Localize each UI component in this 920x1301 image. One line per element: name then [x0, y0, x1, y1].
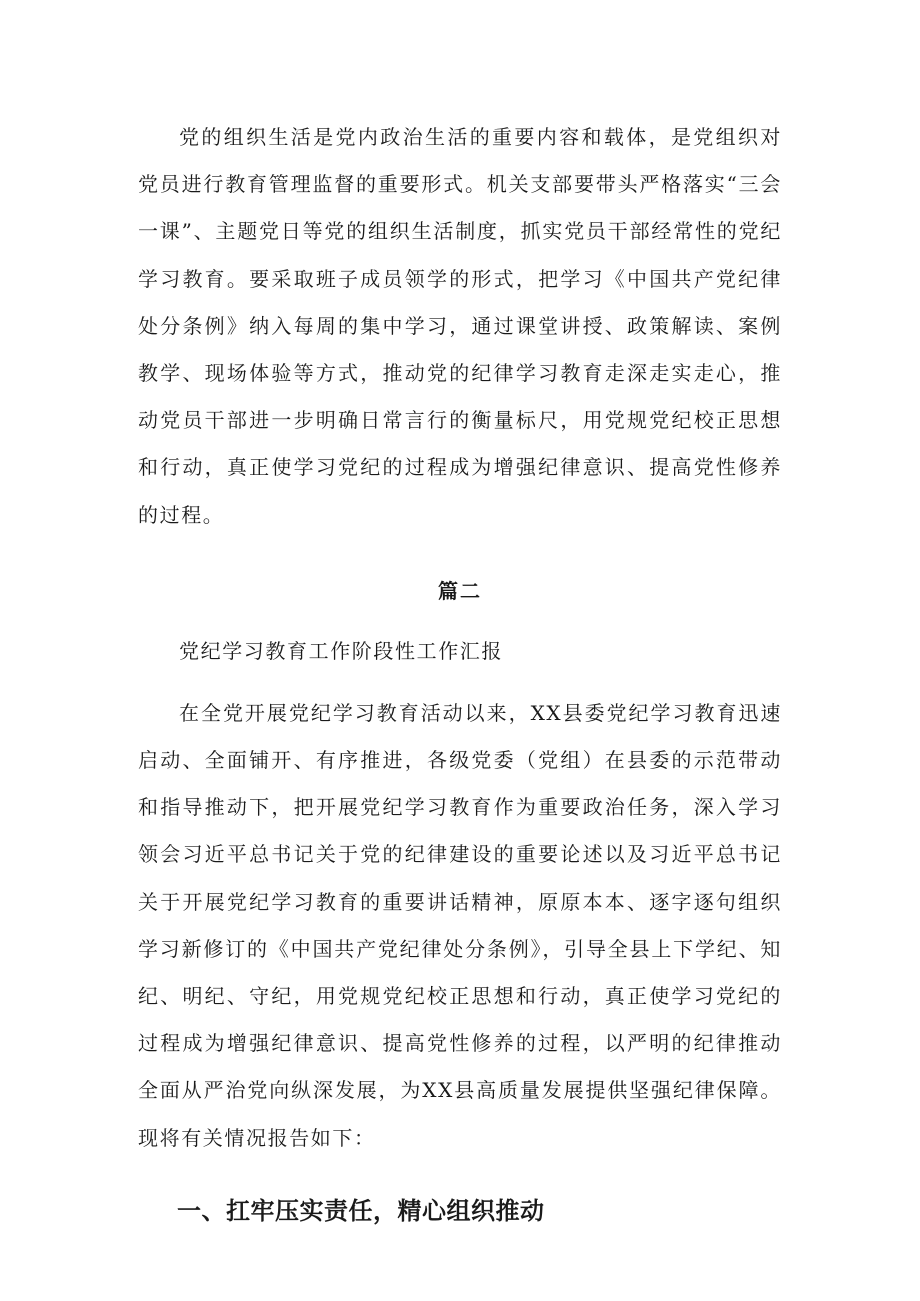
heading-level-1: 一、扛牢压实责任，精心组织推动	[177, 1196, 545, 1225]
body-paragraph-1: 党的组织生活是党内政治生活的重要内容和载体，是党组织对党员进行教育管理监督的重要形式。机关支部要带头严格落实“三会一课”、主题党日等党的组织生活制度，抓实党员干部经常性的党纪学习教育。要采取班子成员领学的形式，把学习《中国共产党纪律处分条例》纳入每周的集中学习，通过课堂讲授、政策解读、案例教学、现场体验等方式，推动党的纪律学习教育走深走实走心，推动党员干部进一步明确日常言行的衡量标尺，用党规党纪校正思想和行动，真正使学习党纪的过程成为增强纪律意识、提高党性修养的过程。	[138, 125, 782, 527]
section-title: 篇二	[438, 578, 482, 603]
body-paragraph-2: 在全党开展党纪学习教育活动以来，XX县委党纪学习教育迅速启动、全面铺开、有序推进，各级党委（党组）在县委的示范带动和指导推动下，把开展党纪学习教育作为重要政治任务，深入学习领会习近平总书记关于党的纪律建设的重要论述以及习近平总书记关于开展党纪学习教育的重要讲话精神，原原本本、逐字逐句组织学习新修订的《中国共产党纪律处分条例》，引导全县上下学纪、知纪、明纪、守纪，用党规党纪校正思想和行动，真正使学习党纪的过程成为增强纪律意识、提高党性修养的过程，以严明的纪律推动全面从严治党向纵深发展，为XX县高质量发展提供坚强纪律保障。现将有关情况报告如下：	[138, 700, 782, 1150]
report-title: 党纪学习教育工作阶段性工作汇报	[179, 638, 503, 663]
